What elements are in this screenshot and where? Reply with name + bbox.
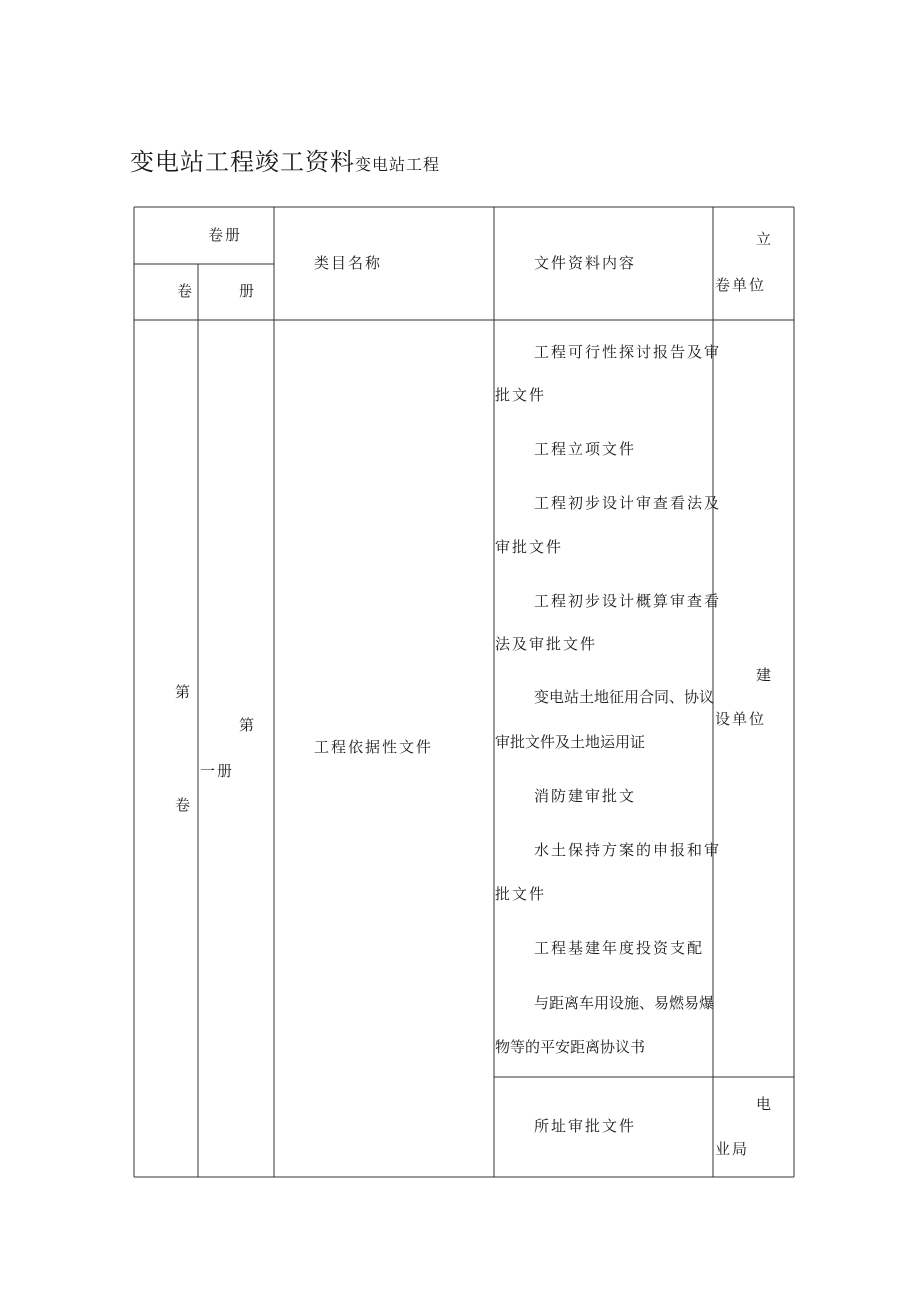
row1-juan-part2: 卷 [175,796,193,814]
row1-item-4-line2: 法及审批文件 [495,635,598,653]
row1-item-1-line2: 批文件 [495,386,547,404]
header-category: 类目名称 [314,254,383,272]
row1-item-5-line1: 变电站土地征用合同、协议 [534,688,715,706]
title-main: 变电站工程竣工资料 [130,148,355,176]
row1-unit-part1: 建 [756,666,774,684]
row1-item-9-line2: 物等的平安距离协议书 [495,1038,646,1056]
row1-item-3-line2: 审批文件 [495,538,564,556]
row1-item-5-line2: 审批文件及土地运用证 [495,733,646,751]
row1-unit-part2: 设单位 [715,710,767,728]
row1-category: 工程依据性文件 [314,738,434,756]
title-sub: 变电站工程 [355,155,441,174]
row2-unit-part2: 业局 [715,1140,750,1158]
row1-item-4-line1: 工程初步设计概算审查看 [534,592,722,610]
row1-item-2-line1: 工程立项文件 [534,440,637,458]
header-unit-part2: 卷单位 [715,276,767,294]
row1-item-7-line2: 批文件 [495,885,547,903]
header-content: 文件资料内容 [534,254,637,272]
header-juance: 卷册 [208,226,243,244]
row1-ce-part1: 第 [239,716,257,734]
document-title [130,142,440,177]
header-ce: 册 [239,282,257,300]
row1-juan-part1: 第 [175,683,193,701]
row1-item-8-line1: 工程基建年度投资支配 [534,939,705,957]
header-juan: 卷 [177,282,195,300]
header-unit-part1: 立 [756,230,774,248]
row2-unit-part1: 电 [756,1095,774,1113]
row1-item-6-line1: 消防建审批文 [534,787,637,805]
row2-item: 所址审批文件 [534,1117,637,1135]
row1-item-3-line1: 工程初步设计审查看法及 [534,494,722,512]
row1-item-9-line1: 与距离车用设施、易燃易爆 [534,994,715,1012]
row1-item-1-line1: 工程可行性探讨报告及审 [534,343,722,361]
row1-ce-part2: 一册 [200,762,235,780]
row1-item-7-line1: 水土保持方案的申报和审 [534,841,722,859]
